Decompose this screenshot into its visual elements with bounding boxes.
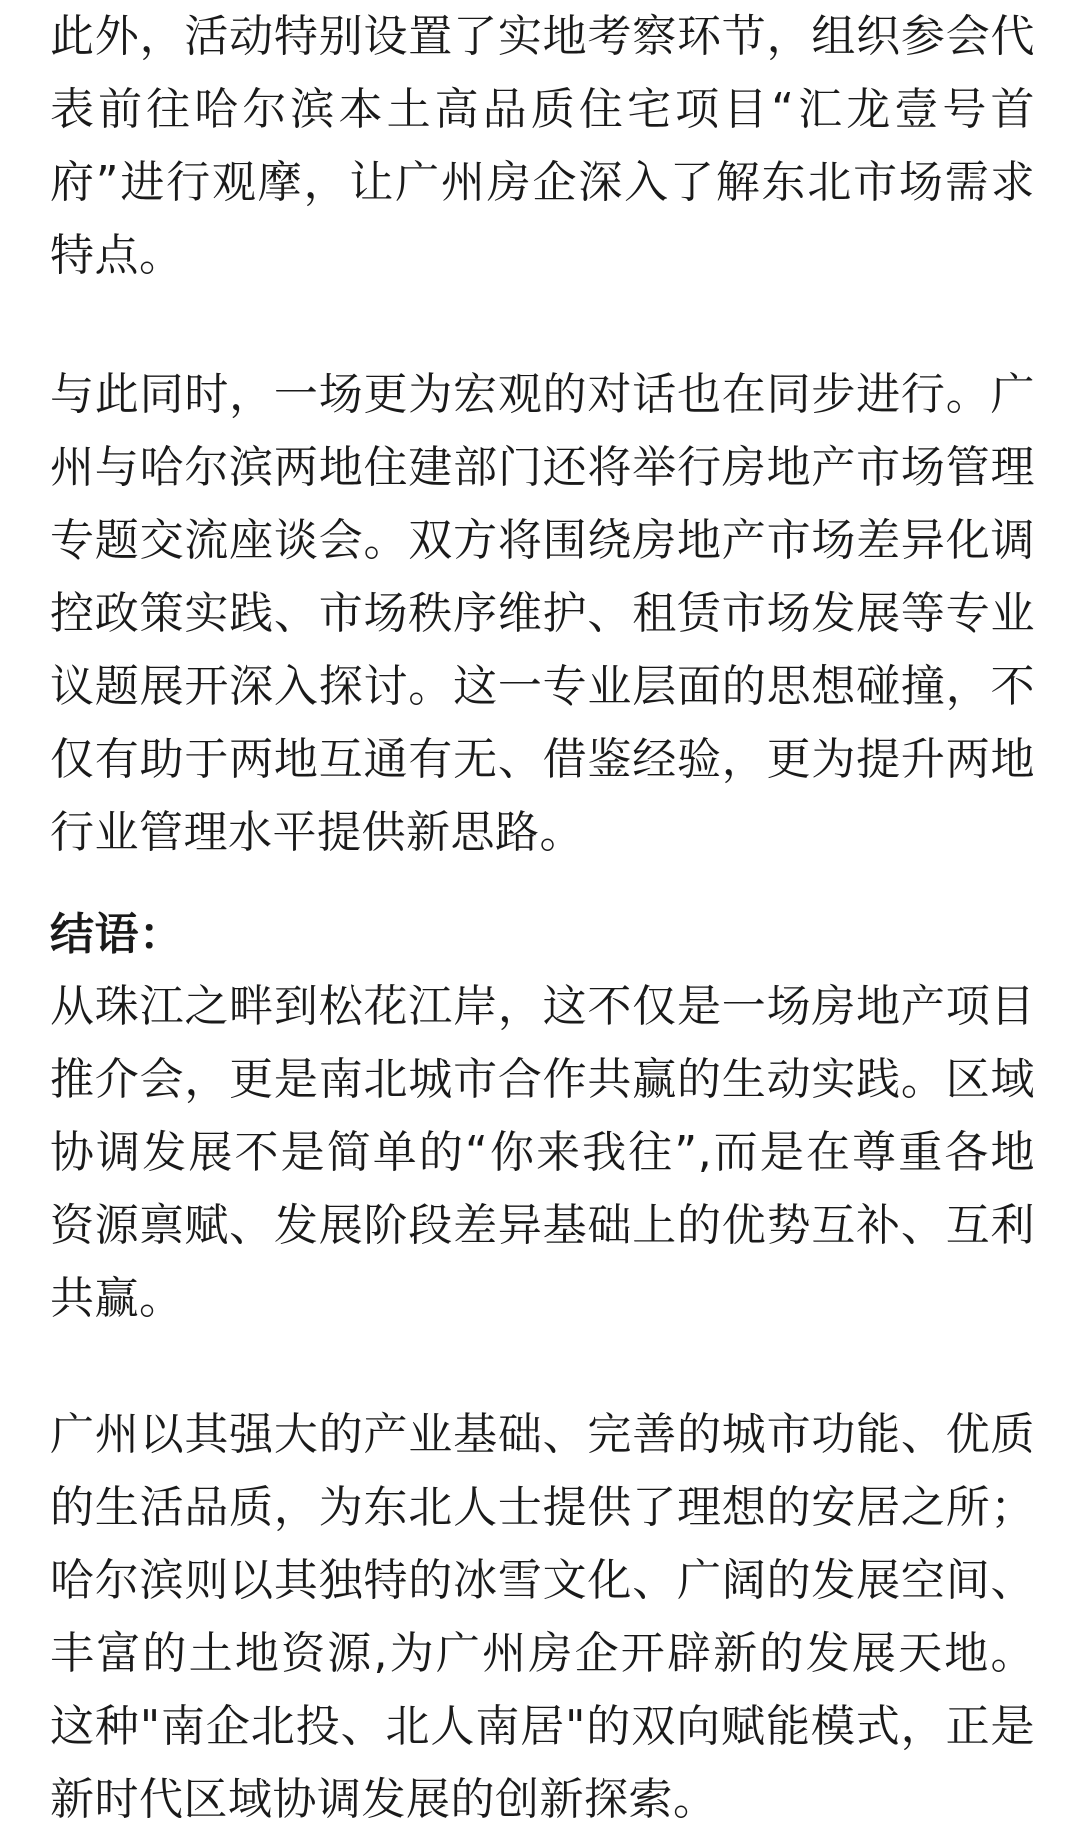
paragraph-mutual-empowerment: 广州以其强大的产业基础、完善的城市功能、优质的生活品质，为东北人士提供了理想的安居之所；哈尔滨则以其独特的冰雪文化、广阔的发展空间、丰富的土地资源,为广州房企开辟新的发展天地。这种"南企北投、北人南居"的双向赋能模式，正是新时代区域协调发展的创新探索。 — [50, 1409, 1035, 1825]
section-heading-conclusion: 结语： — [50, 909, 184, 960]
paragraph-field-visit: 此外，活动特别设置了实地考察环节，组织参会代表前往哈尔滨本土高品质住宅项目“汇龙壹号首府”进行观摩，让广州房企深入了解东北市场需求特点。 — [50, 11, 1035, 281]
paragraph-housing-forum: 与此同时，一场更为宏观的对话也在同步进行。广州与哈尔滨两地住建部门还将举行房地产市场管理专题交流座谈会。双方将围绕房地产市场差异化调控政策实践、市场秩序维护、租赁市场发展等专业议题展开深入探讨。这一专业层面的思想碰撞，不仅有助于两地互通有无、借鉴经验，更为提升两地行业管理水平提供新思路。 — [50, 369, 1035, 858]
paragraph-conclusion: 从珠江之畔到松花江岸，这不仅是一场房地产项目推介会，更是南北城市合作共赢的生动实践。区域协调发展不是简单的“你来我往”,而是在尊重各地资源禀赋、发展阶段差异基础上的优势互补、互利共赢。 — [50, 981, 1035, 1324]
